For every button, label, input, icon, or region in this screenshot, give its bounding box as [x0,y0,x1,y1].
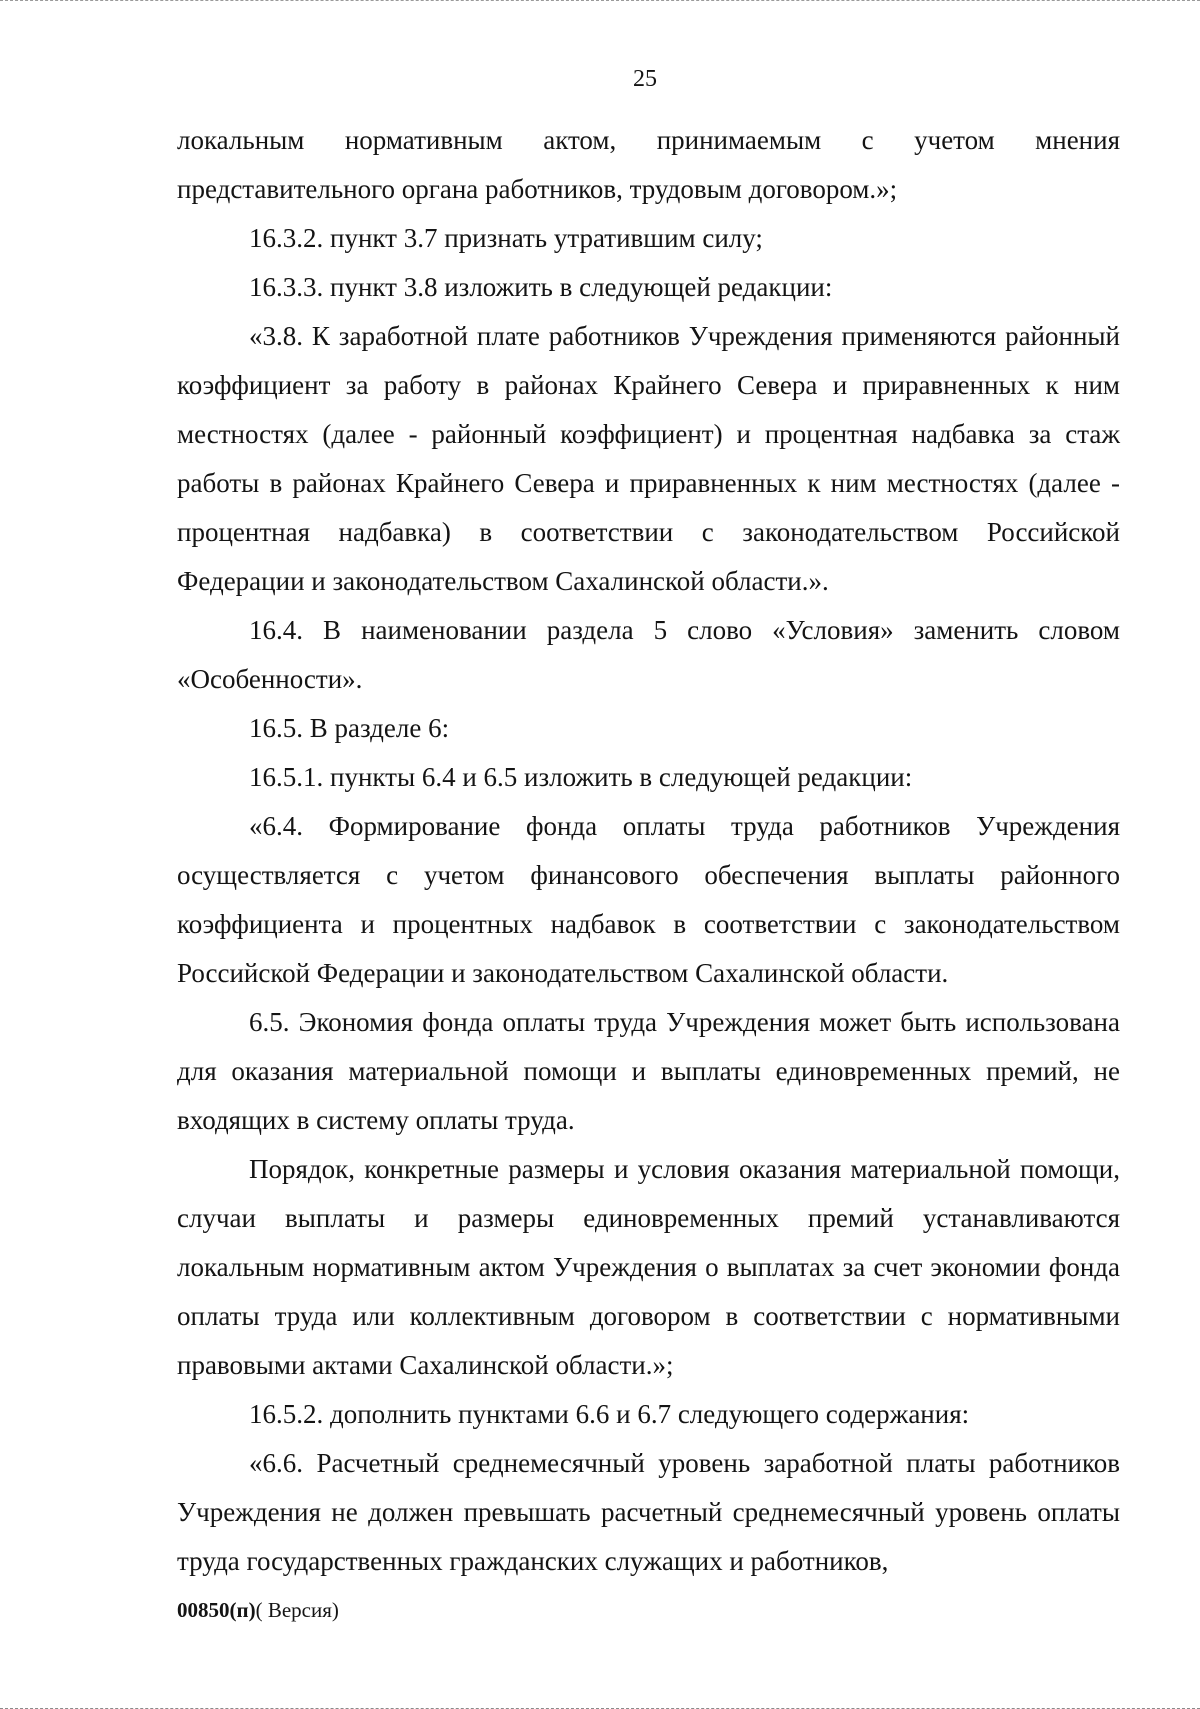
paragraph-6-4: «6.4. Формирование фонда оплаты труда работников Учреждения осуществляется с учетом финансового обеспечения выплаты районного коэффициента и процентных надбавок в соответствии с законодательством Российской Федерации и законодательством Сахалинской области. [177,811,1120,988]
document-version: ( Версия) [255,1598,339,1622]
paragraph-16-3-3: 16.3.3. пункт 3.8 изложить в следующей редакции: [249,272,833,302]
scan-edge-bottom [0,1705,1200,1709]
document-code: 00850(п) [177,1598,256,1622]
paragraph-16-5-2: 16.5.2. дополнить пунктами 6.6 и 6.7 следующего содержания: [249,1399,970,1429]
document-footer [177,1596,339,1624]
paragraph-3-8: «3.8. К заработной плате работников Учреждения применяются районный коэффициент за работу в районах Крайнего Севера и приравненных к ним местностях (далее - районный коэффициент) и процентная надбавка за стаж работы в районах Крайнего Севера и приравненных к ним местностях (далее - процентная надбавка) в соответствии с законодательством Российской Федерации и законодательством Сахалинской области.». [177,321,1120,596]
paragraph-procedure: Порядок, конкретные размеры и условия оказания материальной помощи, случаи выплаты и размеры единовременных премий устанавливаются локальным нормативным актом Учреждения о выплатах за счет экономии фонда оплаты труда или коллективным договором в соответствии с нормативными правовыми актами Сахалинской области.»; [177,1154,1120,1380]
paragraph-16-3-2: 16.3.2. пункт 3.7 признать утратившим силу; [249,223,763,253]
paragraph-6-5: 6.5. Экономия фонда оплаты труда Учреждения может быть использована для оказания материальной помощи и выплаты единовременных премий, не входящих в систему оплаты труда. [177,1007,1120,1135]
paragraph-6-6: «6.6. Расчетный среднемесячный уровень заработной платы работников Учреждения не должен превышать расчетный среднемесячный уровень оплаты труда государственных гражданских служащих и работников, [177,1448,1120,1576]
page-number: 25 [633,66,657,92]
scan-edge-top [0,0,1200,6]
paragraph-16-5-1: 16.5.1. пункты 6.4 и 6.5 изложить в следующей редакции: [249,762,913,792]
paragraph-16-5: 16.5. В разделе 6: [249,713,450,743]
paragraph-continuation: локальным нормативным актом, принимаемым с учетом мнения представительного органа работников, трудовым договором.»; [177,125,1120,204]
paragraph-16-4: 16.4. В наименовании раздела 5 слово «Условия» заменить словом «Особенности». [177,615,1120,694]
document-body [177,116,1120,1586]
